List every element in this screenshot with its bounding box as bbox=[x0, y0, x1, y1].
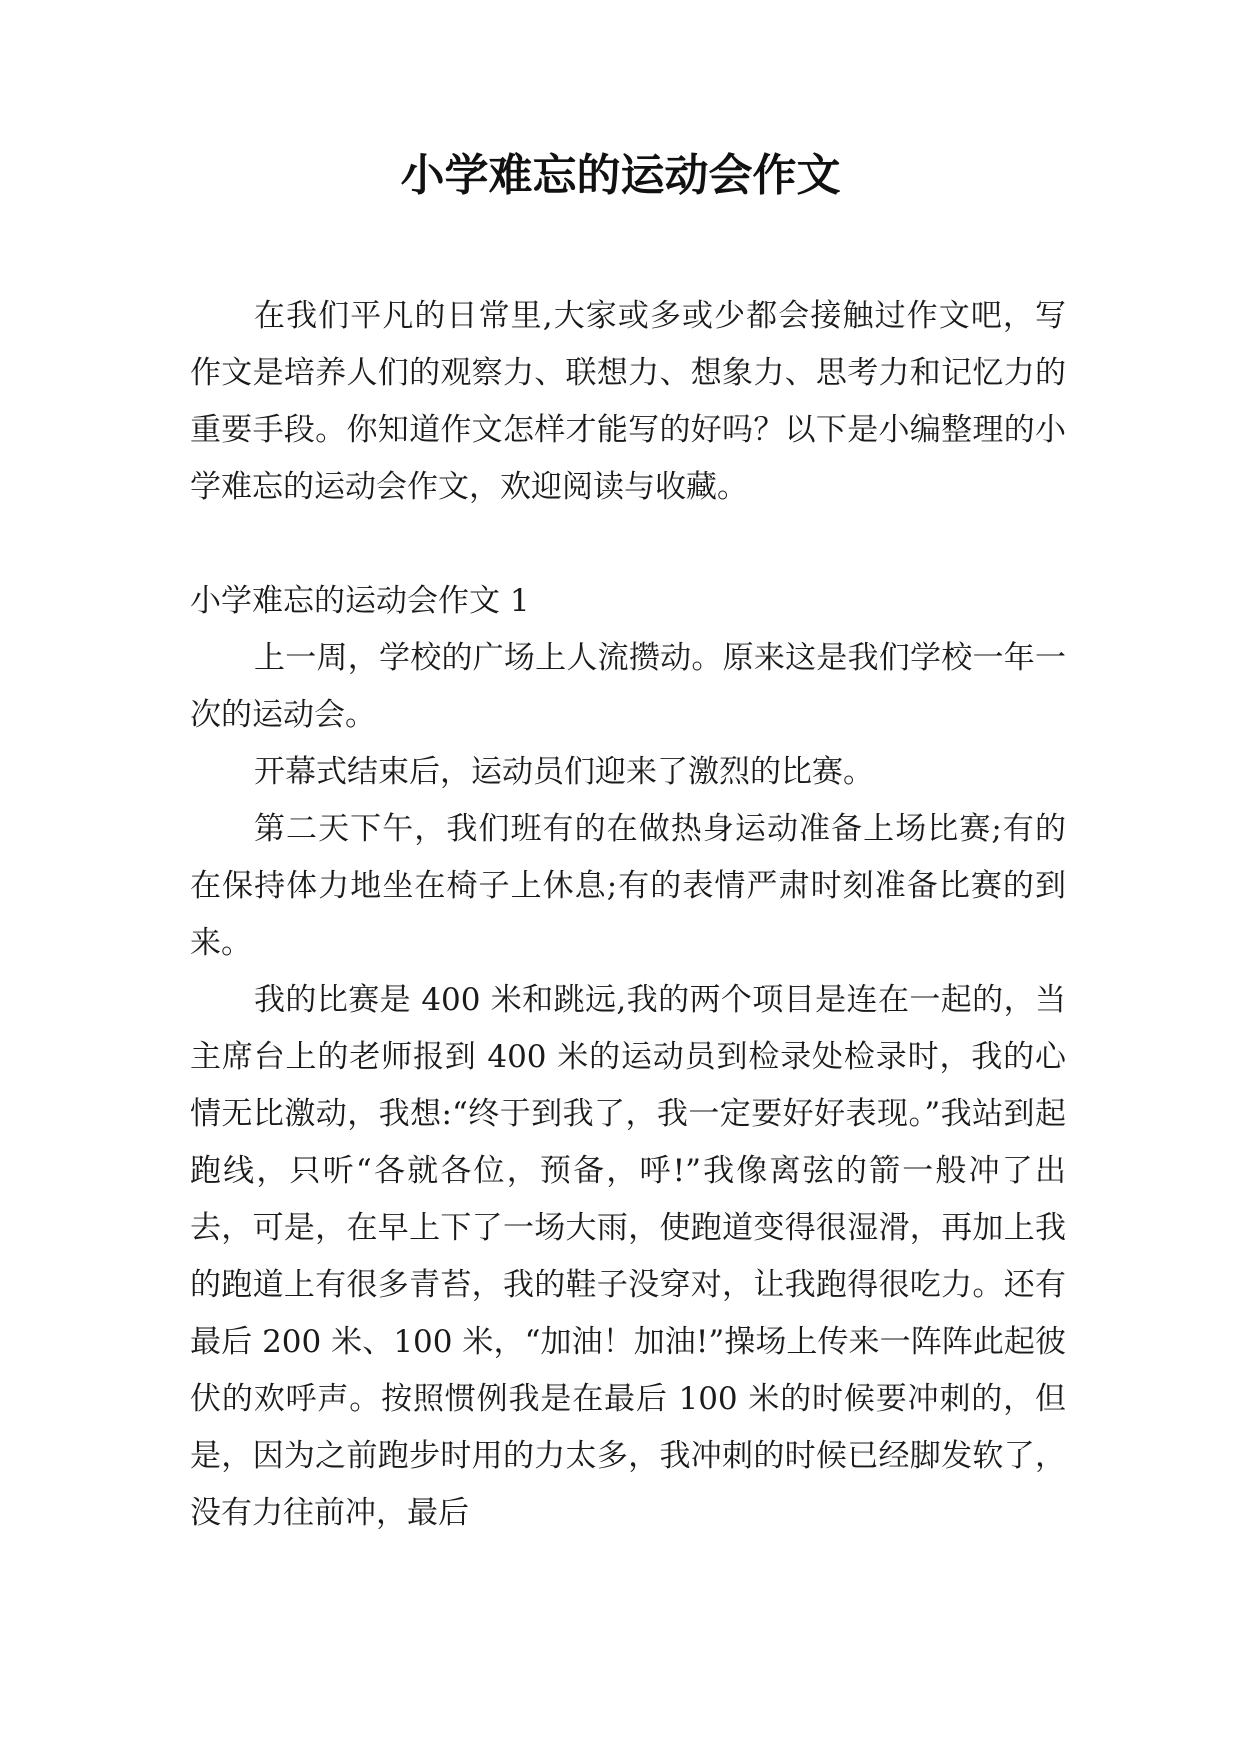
document-title: 小学难忘的运动会作文 bbox=[400, 150, 841, 201]
body-paragraph-3: 第二天下午，我们班有的在做热身运动准备上场比赛;有的在保持体力地坐在椅子上休息;有的表情严肃时刻准备比赛的到来。 bbox=[190, 811, 1066, 961]
body-paragraph-1: 上一周，学校的广场上人流攒动。原来这是我们学校一年一次的运动会。 bbox=[190, 640, 1066, 733]
document-body bbox=[190, 288, 1066, 1542]
body-paragraph-2: 开幕式结束后，运动员们迎来了激烈的比赛。 bbox=[254, 754, 874, 790]
body-paragraph-4: 我的比赛是 400 米和跳远,我的两个项目是连在一起的，当主席台上的老师报到 400 米的运动员到检录处检录时，我的心情无比激动，我想:“终于到我了，我一定要好好表现。”我站到起跑线，只听“各就各位，预备，呼!”我像离弦的箭一般冲了出去，可是，在早上下了一场大雨，使跑道变得很湿滑，再加上我的跑道上有很多青苔，我的鞋子没穿对，让我跑得很吃力。还有最后 200 米、100 米，“加油！加油!”操场上传来一阵阵此起彼伏的欢呼声。按照惯例我是在最后 100 米的时候要冲刺的，但是，因为之前跑步时用的力太多，我冲刺的时候已经脚发软了，没有力往前冲，最后 bbox=[190, 982, 1066, 1531]
intro-paragraph: 在我们平凡的日常里,大家或多或少都会接触过作文吧，写作文是培养人们的观察力、联想力、想象力、思考力和记忆力的重要手段。你知道作文怎样才能写的好吗？以下是小编整理的小学难忘的运动会作文，欢迎阅读与收藏。 bbox=[190, 298, 1066, 505]
section-heading: 小学难忘的运动会作文 1 bbox=[190, 583, 530, 619]
